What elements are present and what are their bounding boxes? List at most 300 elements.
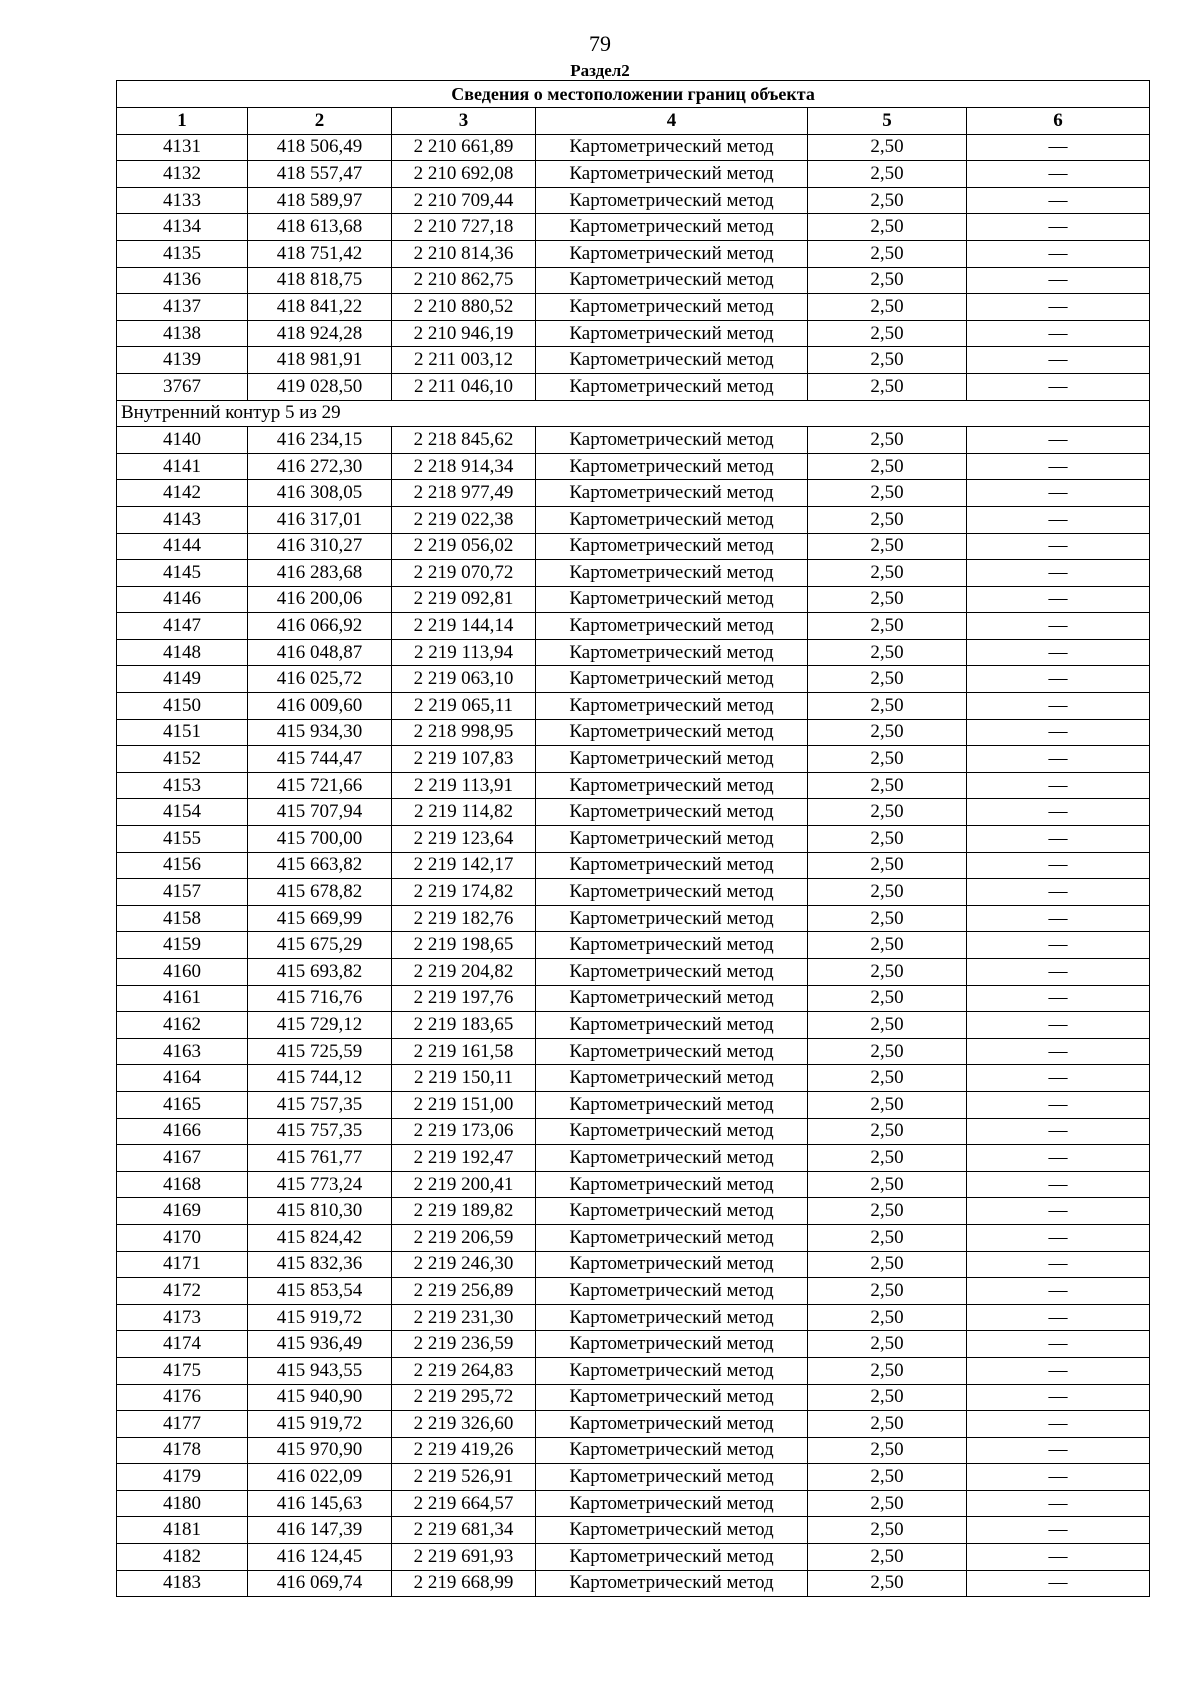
- table-row: [117, 1171, 1150, 1198]
- x-coordinate-cell: 415 919,72: [248, 1304, 392, 1331]
- table-row: [117, 347, 1150, 374]
- method-cell: Картометрический метод: [536, 294, 808, 321]
- point-number-cell: 4176: [117, 1384, 248, 1411]
- method-cell: Картометрический метод: [536, 533, 808, 560]
- table-row: [117, 1517, 1150, 1544]
- method-cell: Картометрический метод: [536, 666, 808, 693]
- note-cell: —: [967, 1357, 1150, 1384]
- note-cell: —: [967, 746, 1150, 773]
- y-coordinate-cell: 2 219 063,10: [392, 666, 536, 693]
- y-coordinate-cell: 2 219 200,41: [392, 1171, 536, 1198]
- accuracy-cell: 2,50: [808, 240, 967, 267]
- accuracy-cell: 2,50: [808, 1038, 967, 1065]
- point-number-cell: 4178: [117, 1437, 248, 1464]
- table-row: [117, 985, 1150, 1012]
- note-cell: —: [967, 1570, 1150, 1597]
- x-coordinate-cell: 416 145,63: [248, 1490, 392, 1517]
- accuracy-cell: 2,50: [808, 1437, 967, 1464]
- note-cell: —: [967, 1091, 1150, 1118]
- table-row: [117, 320, 1150, 347]
- method-cell: Картометрический метод: [536, 134, 808, 161]
- x-coordinate-cell: 416 022,09: [248, 1464, 392, 1491]
- method-cell: Картометрический метод: [536, 693, 808, 720]
- accuracy-cell: 2,50: [808, 772, 967, 799]
- accuracy-cell: 2,50: [808, 959, 967, 986]
- x-coordinate-cell: 416 066,92: [248, 613, 392, 640]
- point-number-cell: 4142: [117, 480, 248, 507]
- table-row: [117, 533, 1150, 560]
- method-cell: Картометрический метод: [536, 1304, 808, 1331]
- accuracy-cell: 2,50: [808, 506, 967, 533]
- table-row: [117, 1304, 1150, 1331]
- method-cell: Картометрический метод: [536, 586, 808, 613]
- x-coordinate-cell: 416 124,45: [248, 1544, 392, 1571]
- accuracy-cell: 2,50: [808, 1384, 967, 1411]
- x-coordinate-cell: 415 744,47: [248, 746, 392, 773]
- y-coordinate-cell: 2 219 264,83: [392, 1357, 536, 1384]
- point-number-cell: 4154: [117, 799, 248, 826]
- x-coordinate-cell: 415 773,24: [248, 1171, 392, 1198]
- x-coordinate-cell: 418 818,75: [248, 267, 392, 294]
- note-cell: —: [967, 1251, 1150, 1278]
- column-header: 3: [392, 108, 536, 135]
- method-cell: Картометрический метод: [536, 613, 808, 640]
- point-number-cell: 4168: [117, 1171, 248, 1198]
- table-row: [117, 1065, 1150, 1092]
- point-number-cell: 4138: [117, 320, 248, 347]
- point-number-cell: 4151: [117, 719, 248, 746]
- x-coordinate-cell: 415 943,55: [248, 1357, 392, 1384]
- note-cell: —: [967, 1224, 1150, 1251]
- method-cell: Картометрический метод: [536, 1490, 808, 1517]
- table-row: [117, 826, 1150, 853]
- column-header: 5: [808, 108, 967, 135]
- note-cell: —: [967, 214, 1150, 241]
- accuracy-cell: 2,50: [808, 639, 967, 666]
- column-header: 4: [536, 108, 808, 135]
- accuracy-cell: 2,50: [808, 1517, 967, 1544]
- accuracy-cell: 2,50: [808, 320, 967, 347]
- point-number-cell: 4163: [117, 1038, 248, 1065]
- section-label: Раздел2: [570, 61, 630, 80]
- point-number-cell: 4140: [117, 427, 248, 454]
- y-coordinate-cell: 2 219 691,93: [392, 1544, 536, 1571]
- point-number-cell: 4175: [117, 1357, 248, 1384]
- y-coordinate-cell: 2 219 198,65: [392, 932, 536, 959]
- accuracy-cell: 2,50: [808, 161, 967, 188]
- x-coordinate-cell: 416 234,15: [248, 427, 392, 454]
- method-cell: Картометрический метод: [536, 187, 808, 214]
- y-coordinate-cell: 2 210 880,52: [392, 294, 536, 321]
- point-number-cell: 3767: [117, 373, 248, 400]
- y-coordinate-cell: 2 210 727,18: [392, 214, 536, 241]
- y-coordinate-cell: 2 219 681,34: [392, 1517, 536, 1544]
- x-coordinate-cell: 415 936,49: [248, 1331, 392, 1358]
- x-coordinate-cell: 415 757,35: [248, 1118, 392, 1145]
- x-coordinate-cell: 415 675,29: [248, 932, 392, 959]
- y-coordinate-cell: 2 219 113,91: [392, 772, 536, 799]
- x-coordinate-cell: 415 678,82: [248, 879, 392, 906]
- accuracy-cell: 2,50: [808, 826, 967, 853]
- point-number-cell: 4145: [117, 560, 248, 587]
- table-row: [117, 1357, 1150, 1384]
- method-cell: Картометрический метод: [536, 905, 808, 932]
- accuracy-cell: 2,50: [808, 187, 967, 214]
- method-cell: Картометрический метод: [536, 506, 808, 533]
- table-row: [117, 586, 1150, 613]
- method-cell: Картометрический метод: [536, 161, 808, 188]
- x-coordinate-cell: 416 317,01: [248, 506, 392, 533]
- method-cell: Картометрический метод: [536, 1012, 808, 1039]
- method-cell: Картометрический метод: [536, 1331, 808, 1358]
- method-cell: Картометрический метод: [536, 1038, 808, 1065]
- accuracy-cell: 2,50: [808, 613, 967, 640]
- y-coordinate-cell: 2 219 114,82: [392, 799, 536, 826]
- table-row: [117, 905, 1150, 932]
- y-coordinate-cell: 2 219 664,57: [392, 1490, 536, 1517]
- y-coordinate-cell: 2 210 692,08: [392, 161, 536, 188]
- note-cell: —: [967, 1304, 1150, 1331]
- point-number-cell: 4150: [117, 693, 248, 720]
- note-cell: —: [967, 719, 1150, 746]
- point-number-cell: 4158: [117, 905, 248, 932]
- column-header: 6: [967, 108, 1150, 135]
- note-cell: —: [967, 267, 1150, 294]
- method-cell: Картометрический метод: [536, 985, 808, 1012]
- point-number-cell: 4139: [117, 347, 248, 374]
- y-coordinate-cell: 2 219 236,59: [392, 1331, 536, 1358]
- accuracy-cell: 2,50: [808, 905, 967, 932]
- point-number-cell: 4164: [117, 1065, 248, 1092]
- accuracy-cell: 2,50: [808, 294, 967, 321]
- accuracy-cell: 2,50: [808, 533, 967, 560]
- note-cell: —: [967, 613, 1150, 640]
- accuracy-cell: 2,50: [808, 1091, 967, 1118]
- point-number-cell: 4162: [117, 1012, 248, 1039]
- y-coordinate-cell: 2 219 192,47: [392, 1145, 536, 1172]
- y-coordinate-cell: 2 219 246,30: [392, 1251, 536, 1278]
- table-row: [117, 1091, 1150, 1118]
- y-coordinate-cell: 2 219 174,82: [392, 879, 536, 906]
- point-number-cell: 4172: [117, 1278, 248, 1305]
- accuracy-cell: 2,50: [808, 560, 967, 587]
- x-coordinate-cell: 418 981,91: [248, 347, 392, 374]
- note-cell: —: [967, 666, 1150, 693]
- x-coordinate-cell: 415 761,77: [248, 1145, 392, 1172]
- x-coordinate-cell: 415 970,90: [248, 1437, 392, 1464]
- y-coordinate-cell: 2 218 998,95: [392, 719, 536, 746]
- accuracy-cell: 2,50: [808, 1251, 967, 1278]
- point-number-cell: 4137: [117, 294, 248, 321]
- method-cell: Картометрический метод: [536, 1171, 808, 1198]
- accuracy-cell: 2,50: [808, 1544, 967, 1571]
- y-coordinate-cell: 2 219 526,91: [392, 1464, 536, 1491]
- accuracy-cell: 2,50: [808, 1278, 967, 1305]
- table-row: [117, 879, 1150, 906]
- x-coordinate-cell: 418 506,49: [248, 134, 392, 161]
- note-cell: —: [967, 1012, 1150, 1039]
- table-row: [117, 506, 1150, 533]
- table-row: [117, 1437, 1150, 1464]
- accuracy-cell: 2,50: [808, 1145, 967, 1172]
- accuracy-cell: 2,50: [808, 1464, 967, 1491]
- table-row: [117, 1544, 1150, 1571]
- y-coordinate-cell: 2 219 204,82: [392, 959, 536, 986]
- table-row: [117, 1198, 1150, 1225]
- method-cell: Картометрический метод: [536, 1278, 808, 1305]
- table-body: [117, 134, 1150, 1597]
- accuracy-cell: 2,50: [808, 799, 967, 826]
- accuracy-cell: 2,50: [808, 1118, 967, 1145]
- accuracy-cell: 2,50: [808, 267, 967, 294]
- method-cell: Картометрический метод: [536, 1091, 808, 1118]
- y-coordinate-cell: 2 219 070,72: [392, 560, 536, 587]
- accuracy-cell: 2,50: [808, 586, 967, 613]
- table-row: [117, 1331, 1150, 1358]
- x-coordinate-cell: 415 663,82: [248, 852, 392, 879]
- method-cell: Картометрический метод: [536, 852, 808, 879]
- y-coordinate-cell: 2 219 419,26: [392, 1437, 536, 1464]
- page-number: 79: [589, 31, 611, 56]
- x-coordinate-cell: 416 009,60: [248, 693, 392, 720]
- x-coordinate-cell: 415 721,66: [248, 772, 392, 799]
- point-number-cell: 4147: [117, 613, 248, 640]
- note-cell: —: [967, 905, 1150, 932]
- table-row: [117, 852, 1150, 879]
- point-number-cell: 4159: [117, 932, 248, 959]
- table-row: [117, 1145, 1150, 1172]
- method-cell: Картометрический метод: [536, 320, 808, 347]
- note-cell: —: [967, 480, 1150, 507]
- note-cell: —: [967, 1331, 1150, 1358]
- contour-row: [117, 400, 1150, 427]
- accuracy-cell: 2,50: [808, 1411, 967, 1438]
- point-number-cell: 4135: [117, 240, 248, 267]
- note-cell: —: [967, 1171, 1150, 1198]
- x-coordinate-cell: 416 308,05: [248, 480, 392, 507]
- x-coordinate-cell: 416 310,27: [248, 533, 392, 560]
- x-coordinate-cell: 415 669,99: [248, 905, 392, 932]
- method-cell: Картометрический метод: [536, 480, 808, 507]
- x-coordinate-cell: 415 824,42: [248, 1224, 392, 1251]
- note-cell: —: [967, 1278, 1150, 1305]
- method-cell: Картометрический метод: [536, 1251, 808, 1278]
- y-coordinate-cell: 2 219 150,11: [392, 1065, 536, 1092]
- note-cell: —: [967, 427, 1150, 454]
- y-coordinate-cell: 2 219 256,89: [392, 1278, 536, 1305]
- table-row: [117, 1278, 1150, 1305]
- table-row: [117, 187, 1150, 214]
- y-coordinate-cell: 2 219 182,76: [392, 905, 536, 932]
- note-cell: —: [967, 1065, 1150, 1092]
- table-row: [117, 959, 1150, 986]
- accuracy-cell: 2,50: [808, 693, 967, 720]
- y-coordinate-cell: 2 210 661,89: [392, 134, 536, 161]
- method-cell: Картометрический метод: [536, 746, 808, 773]
- method-cell: Картометрический метод: [536, 772, 808, 799]
- point-number-cell: 4132: [117, 161, 248, 188]
- note-cell: —: [967, 1038, 1150, 1065]
- x-coordinate-cell: 415 744,12: [248, 1065, 392, 1092]
- x-coordinate-cell: 415 919,72: [248, 1411, 392, 1438]
- note-cell: —: [967, 1464, 1150, 1491]
- x-coordinate-cell: 416 069,74: [248, 1570, 392, 1597]
- table-row: [117, 240, 1150, 267]
- method-cell: Картометрический метод: [536, 959, 808, 986]
- x-coordinate-cell: 418 557,47: [248, 161, 392, 188]
- table-row: [117, 799, 1150, 826]
- point-number-cell: 4174: [117, 1331, 248, 1358]
- method-cell: Картометрический метод: [536, 1437, 808, 1464]
- note-cell: —: [967, 1145, 1150, 1172]
- y-coordinate-cell: 2 218 914,34: [392, 453, 536, 480]
- table-row: [117, 560, 1150, 587]
- accuracy-cell: 2,50: [808, 1012, 967, 1039]
- x-coordinate-cell: 415 940,90: [248, 1384, 392, 1411]
- note-cell: —: [967, 932, 1150, 959]
- point-number-cell: 4170: [117, 1224, 248, 1251]
- x-coordinate-cell: 415 729,12: [248, 1012, 392, 1039]
- note-cell: —: [967, 1411, 1150, 1438]
- table-row: [117, 772, 1150, 799]
- method-cell: Картометрический метод: [536, 267, 808, 294]
- accuracy-cell: 2,50: [808, 1198, 967, 1225]
- method-cell: Картометрический метод: [536, 560, 808, 587]
- x-coordinate-cell: 416 048,87: [248, 639, 392, 666]
- method-cell: Картометрический метод: [536, 1357, 808, 1384]
- point-number-cell: 4136: [117, 267, 248, 294]
- table-row: [117, 294, 1150, 321]
- method-cell: Картометрический метод: [536, 347, 808, 374]
- note-cell: —: [967, 586, 1150, 613]
- point-number-cell: 4173: [117, 1304, 248, 1331]
- note-cell: —: [967, 560, 1150, 587]
- table-row: [117, 161, 1150, 188]
- accuracy-cell: 2,50: [808, 1224, 967, 1251]
- point-number-cell: 4143: [117, 506, 248, 533]
- note-cell: —: [967, 1118, 1150, 1145]
- point-number-cell: 4183: [117, 1570, 248, 1597]
- method-cell: Картометрический метод: [536, 1411, 808, 1438]
- note-cell: —: [967, 1437, 1150, 1464]
- point-number-cell: 4156: [117, 852, 248, 879]
- note-cell: —: [967, 161, 1150, 188]
- x-coordinate-cell: 416 283,68: [248, 560, 392, 587]
- point-number-cell: 4148: [117, 639, 248, 666]
- method-cell: Картометрический метод: [536, 1118, 808, 1145]
- accuracy-cell: 2,50: [808, 373, 967, 400]
- method-cell: Картометрический метод: [536, 932, 808, 959]
- table-row: [117, 1251, 1150, 1278]
- method-cell: Картометрический метод: [536, 1384, 808, 1411]
- note-cell: —: [967, 533, 1150, 560]
- x-coordinate-cell: 419 028,50: [248, 373, 392, 400]
- point-number-cell: 4165: [117, 1091, 248, 1118]
- point-number-cell: 4155: [117, 826, 248, 853]
- table-caption: Сведения о местоположении границ объекта: [117, 81, 1150, 108]
- method-cell: Картометрический метод: [536, 1065, 808, 1092]
- note-cell: —: [967, 1544, 1150, 1571]
- y-coordinate-cell: 2 219 092,81: [392, 586, 536, 613]
- table-row: [117, 134, 1150, 161]
- note-cell: —: [967, 320, 1150, 347]
- accuracy-cell: 2,50: [808, 1065, 967, 1092]
- x-coordinate-cell: 416 025,72: [248, 666, 392, 693]
- point-number-cell: 4152: [117, 746, 248, 773]
- y-coordinate-cell: 2 219 173,06: [392, 1118, 536, 1145]
- accuracy-cell: 2,50: [808, 852, 967, 879]
- y-coordinate-cell: 2 219 151,00: [392, 1091, 536, 1118]
- accuracy-cell: 2,50: [808, 453, 967, 480]
- table-row: [117, 1012, 1150, 1039]
- method-cell: Картометрический метод: [536, 240, 808, 267]
- table-row: [117, 1570, 1150, 1597]
- x-coordinate-cell: 418 751,42: [248, 240, 392, 267]
- y-coordinate-cell: 2 219 206,59: [392, 1224, 536, 1251]
- note-cell: —: [967, 639, 1150, 666]
- x-coordinate-cell: 415 693,82: [248, 959, 392, 986]
- y-coordinate-cell: 2 219 142,17: [392, 852, 536, 879]
- table-row: [117, 1118, 1150, 1145]
- note-cell: —: [967, 187, 1150, 214]
- table-row: [117, 693, 1150, 720]
- table-row: [117, 746, 1150, 773]
- point-number-cell: 4149: [117, 666, 248, 693]
- y-coordinate-cell: 2 218 845,62: [392, 427, 536, 454]
- accuracy-cell: 2,50: [808, 666, 967, 693]
- contour-label: Внутренний контур 5 из 29: [117, 400, 1150, 427]
- coordinates-table: [116, 80, 1150, 1597]
- accuracy-cell: 2,50: [808, 879, 967, 906]
- method-cell: Картометрический метод: [536, 1145, 808, 1172]
- accuracy-cell: 2,50: [808, 1490, 967, 1517]
- accuracy-cell: 2,50: [808, 1570, 967, 1597]
- x-coordinate-cell: 415 810,30: [248, 1198, 392, 1225]
- table-row: [117, 613, 1150, 640]
- accuracy-cell: 2,50: [808, 1331, 967, 1358]
- y-coordinate-cell: 2 219 231,30: [392, 1304, 536, 1331]
- point-number-cell: 4131: [117, 134, 248, 161]
- method-cell: Картометрический метод: [536, 1464, 808, 1491]
- table-row: [117, 719, 1150, 746]
- table-row: [117, 1490, 1150, 1517]
- method-cell: Картометрический метод: [536, 879, 808, 906]
- accuracy-cell: 2,50: [808, 480, 967, 507]
- x-coordinate-cell: 416 272,30: [248, 453, 392, 480]
- note-cell: —: [967, 852, 1150, 879]
- accuracy-cell: 2,50: [808, 1357, 967, 1384]
- table-row: [117, 666, 1150, 693]
- table-row: [117, 453, 1150, 480]
- accuracy-cell: 2,50: [808, 214, 967, 241]
- note-cell: —: [967, 453, 1150, 480]
- x-coordinate-cell: 415 700,00: [248, 826, 392, 853]
- point-number-cell: 4134: [117, 214, 248, 241]
- accuracy-cell: 2,50: [808, 1304, 967, 1331]
- note-cell: —: [967, 799, 1150, 826]
- x-coordinate-cell: 415 716,76: [248, 985, 392, 1012]
- point-number-cell: 4177: [117, 1411, 248, 1438]
- point-number-cell: 4179: [117, 1464, 248, 1491]
- y-coordinate-cell: 2 218 977,49: [392, 480, 536, 507]
- point-number-cell: 4157: [117, 879, 248, 906]
- point-number-cell: 4153: [117, 772, 248, 799]
- note-cell: —: [967, 1198, 1150, 1225]
- y-coordinate-cell: 2 219 113,94: [392, 639, 536, 666]
- y-coordinate-cell: 2 219 107,83: [392, 746, 536, 773]
- point-number-cell: 4161: [117, 985, 248, 1012]
- method-cell: Картометрический метод: [536, 719, 808, 746]
